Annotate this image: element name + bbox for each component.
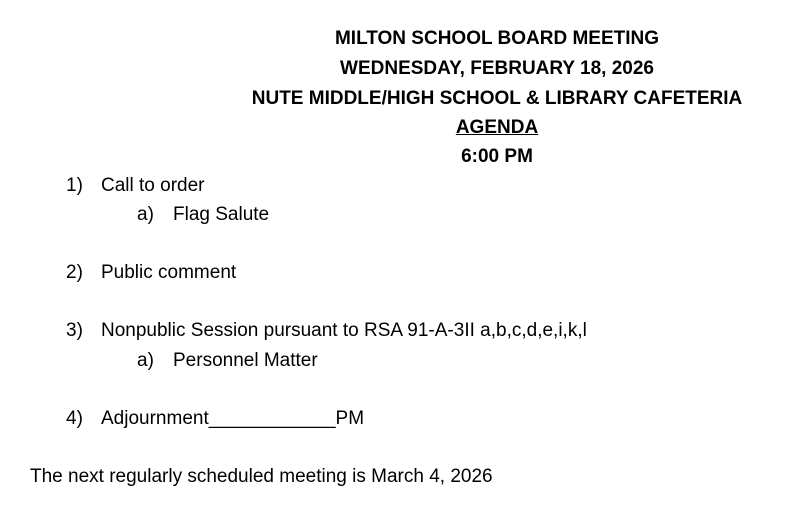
- subitem-text: Flag Salute: [173, 204, 270, 225]
- item-text: Adjournment____________PM: [101, 408, 365, 429]
- item-number: 4): [66, 408, 83, 429]
- meeting-location: NUTE MIDDLE/HIGH SCHOOL & LIBRARY CAFETERIA: [251, 88, 743, 109]
- item-text: Public comment: [101, 262, 237, 283]
- meeting-date: WEDNESDAY, FEBRUARY 18, 2026: [340, 58, 654, 79]
- subitem-text: Personnel Matter: [173, 350, 318, 371]
- item-text: Nonpublic Session pursuant to RSA 91-A-3II a,b,c,d,e,i,k,l: [101, 320, 587, 341]
- next-meeting-note: The next regularly scheduled meeting is March 4, 2026: [30, 466, 493, 487]
- item-number: 2): [66, 262, 83, 283]
- meeting-time: 6:00 PM: [461, 146, 533, 167]
- subitem-letter: a): [137, 204, 154, 225]
- board-title: MILTON SCHOOL BOARD MEETING: [334, 28, 660, 49]
- item-number: 1): [66, 175, 83, 196]
- item-text: Call to order: [101, 175, 205, 196]
- agenda-label: AGENDA: [455, 117, 539, 138]
- subitem-letter: a): [137, 350, 154, 371]
- item-number: 3): [66, 320, 83, 341]
